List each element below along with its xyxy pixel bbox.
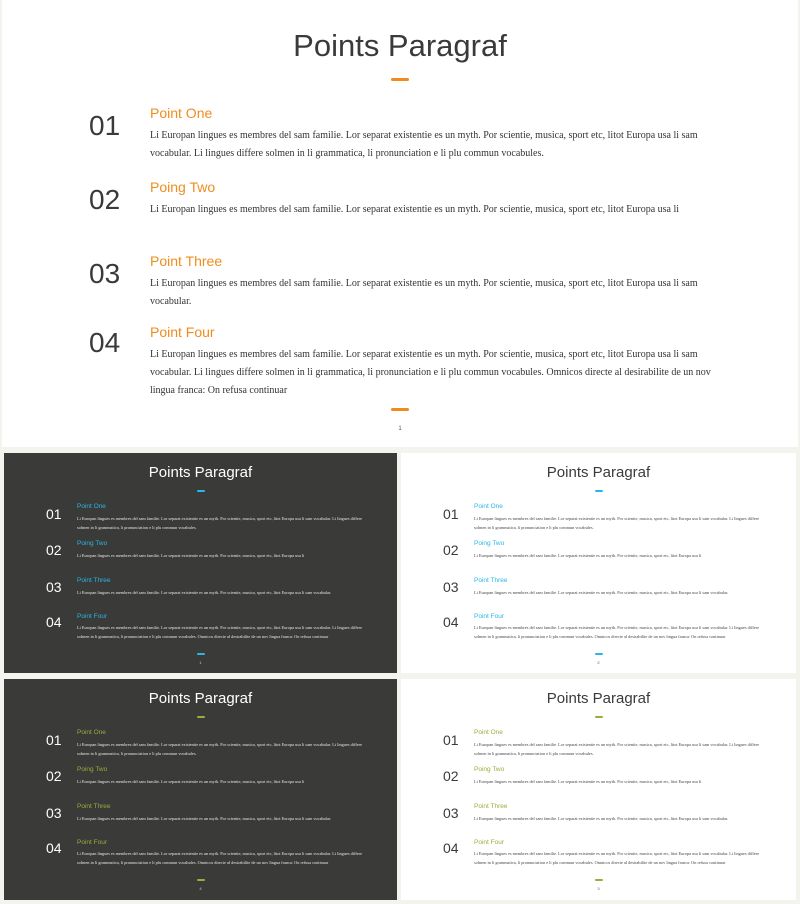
point-title: Point Three <box>77 577 111 584</box>
slide-title: Points Paragraf <box>293 28 507 63</box>
point-number: 01 <box>443 732 459 748</box>
point-number: 02 <box>443 542 459 558</box>
point-text: Li Europan lingues es membres del sam familie. Lor separat existentie es un myth. Por scientie, musica, sport etc, litot Europa usa li sam vocabular. <box>77 816 332 821</box>
bottom-accent-bar <box>197 653 205 655</box>
point-number: 04 <box>443 840 459 856</box>
point-title: Point One <box>77 503 106 510</box>
point-number: 02 <box>46 768 62 784</box>
slide-title: Points Paragraf <box>546 690 651 707</box>
point-title: Point One <box>474 503 503 510</box>
point-text: Li Europan lingues es membres del sam familie. Lor separat existentie es un myth. Por scientie, musica, sport etc, litot Europa usa li sam vocabular. <box>474 816 729 821</box>
point-text: Li Europan lingues es membres del sam familie. Lor separat existentie es un myth. Por scientie, musica, sport etc, litot Europa usa li <box>474 779 702 784</box>
point-number: 01 <box>89 110 121 141</box>
point-number: 01 <box>46 732 62 748</box>
point-text: Li Europan lingues es membres del sam familie. Lor separat existentie es un myth. Por scientie, musica, sport etc, litot Europa usa li sam vocabular. <box>150 278 698 307</box>
point-number: 04 <box>46 840 62 856</box>
page-number: 1 <box>398 426 402 432</box>
bottom-accent-bar <box>595 879 603 881</box>
slide-title: Points Paragraf <box>546 464 651 481</box>
point-text: Li Europan lingues es membres del sam familie. Lor separat existentie es un myth. Por scientie, musica, sport etc, litot Europa usa li sam vocabular. Li lingues differe solmen in li grammatica, li pronunciation e li plu commun vocabules. Omnicos directe al desirabilite de un nov lingua franca: On refusa continuar <box>77 851 362 865</box>
point-title: Point Three <box>77 803 111 810</box>
point-number: 02 <box>443 768 459 784</box>
point-number: 03 <box>89 258 121 289</box>
point-title: Poing Two <box>77 766 108 773</box>
point-text: Li Europan lingues es membres del sam familie. Lor separat existentie es un myth. Por scientie, musica, sport etc, litot Europa usa li <box>77 553 305 558</box>
point-title: Poing Two <box>474 766 505 773</box>
point-number: 01 <box>46 506 62 522</box>
thumbnail-light-olive[interactable] <box>401 679 796 900</box>
point-number: 04 <box>89 327 121 358</box>
point-title: Point Three <box>150 253 223 269</box>
point-number: 04 <box>443 614 459 630</box>
point-text: Li Europan lingues es membres del sam familie. Lor separat existentie es un myth. Por scientie, musica, sport etc, litot Europa usa li sam vocabular. Li lingues differe solmen in li grammatica, li pronunciation e li plu commun vocabules. <box>77 742 362 756</box>
point-number: 04 <box>46 614 62 630</box>
point-title: Point Four <box>77 839 107 846</box>
main-slide[interactable] <box>2 0 798 447</box>
point-number: 02 <box>89 184 121 215</box>
point-title: Point Four <box>474 613 504 620</box>
point-number: 02 <box>46 542 62 558</box>
point-text: Li Europan lingues es membres del sam familie. Lor separat existentie es un myth. Por scientie, musica, sport etc, litot Europa usa li sam vocabular. Li lingues differe solmen in li grammatica, li pronunciation e li plu commun vocabules. Omnicos directe al desirabilite de un nov lingua franca: On refusa continuar <box>474 625 759 639</box>
page-number: 2 <box>597 660 600 665</box>
title-accent-bar <box>595 490 603 492</box>
page-number: 1 <box>199 660 202 665</box>
title-accent-bar <box>197 490 205 492</box>
thumbnail-light-cyan[interactable] <box>401 453 796 673</box>
point-text: Li Europan lingues es membres del sam familie. Lor separat existentie es un myth. Por scientie, musica, sport etc, litot Europa usa li <box>150 204 680 215</box>
point-title: Point Four <box>150 324 215 340</box>
point-text: Li Europan lingues es membres del sam familie. Lor separat existentie es un myth. Por scientie, musica, sport etc, litot Europa usa li sam vocabular. Li lingues differe solmen in li grammatica, li pronunciation e li plu commun vocabules. <box>474 742 759 756</box>
point-title: Poing Two <box>150 179 216 195</box>
point-text: Li Europan lingues es membres del sam familie. Lor separat existentie es un myth. Por scientie, musica, sport etc, litot Europa usa li sam vocabular. Li lingues differe solmen in li grammatica, li pronunciation e li plu commun vocabules. Omnicos directe al desirabilite de un nov lingua franca: On refusa continuar <box>77 625 362 639</box>
thumbnail-dark-olive[interactable] <box>4 679 397 900</box>
thumbnail-dark-cyan[interactable] <box>4 453 397 673</box>
bottom-accent-bar <box>391 408 409 411</box>
point-number: 03 <box>443 805 459 821</box>
page-number: 3 <box>597 886 600 891</box>
point-text: Li Europan lingues es membres del sam familie. Lor separat existentie es un myth. Por scientie, musica, sport etc, litot Europa usa li sam vocabular. <box>77 590 332 595</box>
point-text: Li Europan lingues es membres del sam familie. Lor separat existentie es un myth. Por scientie, musica, sport etc, litot Europa usa li sam vocabular. Li lingues differe solmen in li grammatica, li pronunciation e li plu commun vocabules. <box>150 130 698 159</box>
point-text: Li Europan lingues es membres del sam familie. Lor separat existentie es un myth. Por scientie, musica, sport etc, litot Europa usa li <box>77 779 305 784</box>
point-text: Li Europan lingues es membres del sam familie. Lor separat existentie es un myth. Por scientie, musica, sport etc, litot Europa usa li sam vocabular. Li lingues differe solmen in li grammatica, li pronunciation e li plu commun vocabules. Omnicos directe al desirabilite de un nov lingua franca: On refusa continuar <box>474 851 759 865</box>
point-number: 01 <box>443 506 459 522</box>
point-title: Point Four <box>77 613 107 620</box>
point-text: Li Europan lingues es membres del sam familie. Lor separat existentie es un myth. Por scientie, musica, sport etc, litot Europa usa li sam vocabular. Li lingues differe solmen in li grammatica, li pronunciation e li plu commun vocabules. Omnicos directe al desirabilite de un nov lingua franca: On refusa continuar <box>150 349 711 396</box>
title-accent-bar <box>391 78 409 81</box>
slide-title: Points Paragraf <box>148 464 253 481</box>
point-number: 03 <box>46 805 62 821</box>
title-accent-bar <box>197 716 205 718</box>
point-text: Li Europan lingues es membres del sam familie. Lor separat existentie es un myth. Por scientie, musica, sport etc, litot Europa usa li <box>474 553 702 558</box>
bottom-accent-bar <box>197 879 205 881</box>
point-title: Point One <box>150 105 213 121</box>
point-number: 03 <box>46 579 62 595</box>
point-title: Point Four <box>474 839 504 846</box>
point-number: 03 <box>443 579 459 595</box>
point-title: Poing Two <box>77 540 108 547</box>
point-title: Point Three <box>474 577 508 584</box>
point-title: Point One <box>77 729 106 736</box>
point-text: Li Europan lingues es membres del sam familie. Lor separat existentie es un myth. Por scientie, musica, sport etc, litot Europa usa li sam vocabular. Li lingues differe solmen in li grammatica, li pronunciation e li plu commun vocabules. <box>474 516 759 530</box>
point-title: Point One <box>474 729 503 736</box>
bottom-accent-bar <box>595 653 603 655</box>
point-text: Li Europan lingues es membres del sam familie. Lor separat existentie es un myth. Por scientie, musica, sport etc, litot Europa usa li sam vocabular. Li lingues differe solmen in li grammatica, li pronunciation e li plu commun vocabules. <box>77 516 362 530</box>
page-number: 4 <box>199 886 202 891</box>
point-title: Point Three <box>474 803 508 810</box>
point-title: Poing Two <box>474 540 505 547</box>
slide-title: Points Paragraf <box>148 690 253 707</box>
point-text: Li Europan lingues es membres del sam familie. Lor separat existentie es un myth. Por scientie, musica, sport etc, litot Europa usa li sam vocabular. <box>474 590 729 595</box>
title-accent-bar <box>595 716 603 718</box>
